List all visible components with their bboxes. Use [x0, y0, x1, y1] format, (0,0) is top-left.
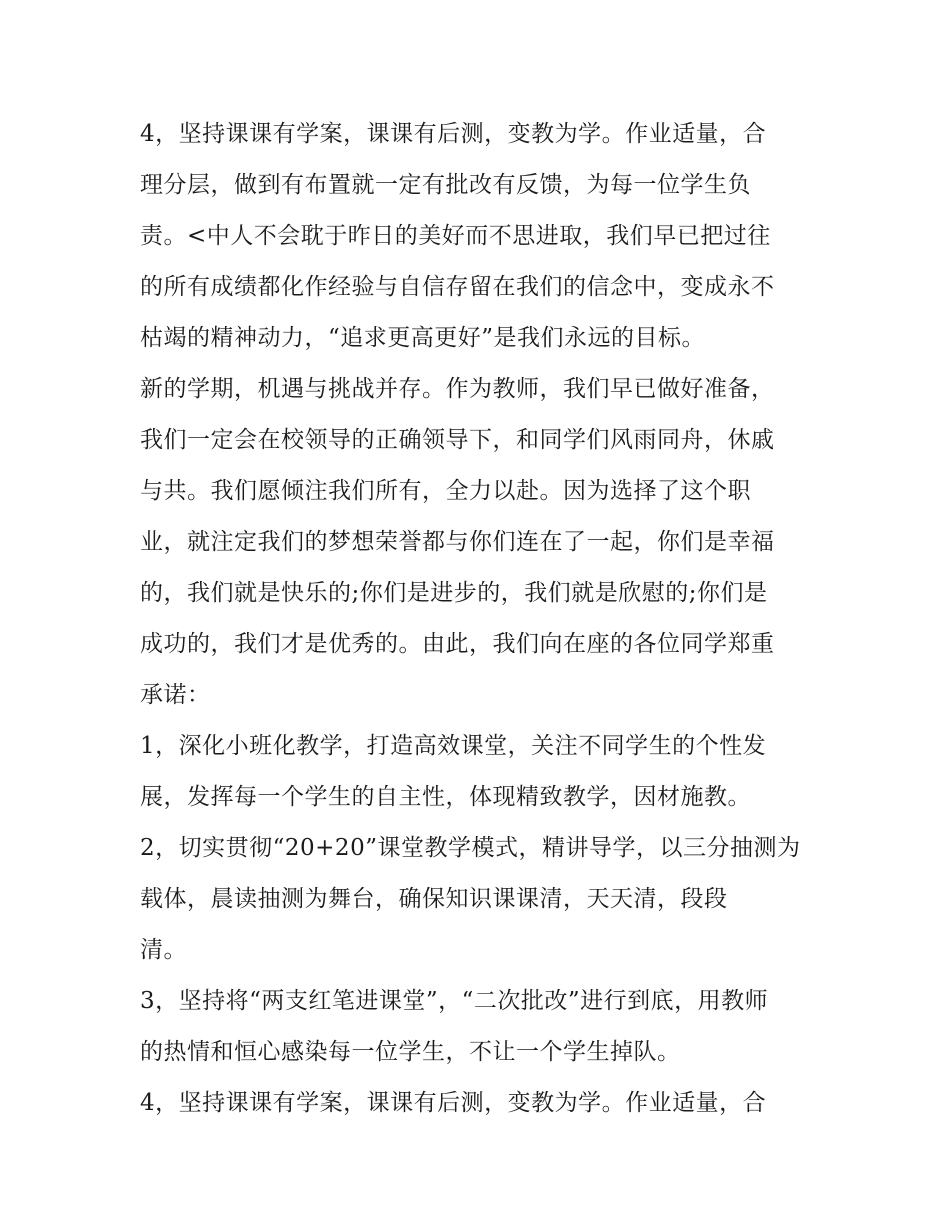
text-line: 2，切实贯彻“20+20”课堂教学模式，精讲导学，以三分抽测为	[140, 835, 801, 861]
text-line: 的所有成绩都化作经验与自信存留在我们的信念中，变成永不	[140, 274, 775, 300]
text-line: 我们一定会在校领导的正确领导下，和同学们风雨同舟，休戚	[140, 427, 775, 453]
text-line: 承诺：	[140, 682, 211, 708]
text-line: 的热情和恒心感染每一位学生，不让一个学生掉队。	[140, 1039, 681, 1065]
text-line: 1，深化小班化教学，打造高效课堂，关注不同学生的个性发	[140, 733, 767, 759]
text-line: 成功的，我们才是优秀的。由此，我们向在座的各位同学郑重	[140, 631, 775, 657]
text-line: 4，坚持课课有学案，课课有后测，变教为学。作业适量，合	[140, 1090, 767, 1116]
text-line: 载体，晨读抽测为舞台，确保知识课课清，天天清，段段	[140, 886, 728, 912]
text-line: 责。<中人不会耽于昨日的美好而不思进取，我们早已把过往	[140, 223, 771, 249]
text-line: 业，就注定我们的梦想荣誉都与你们连在了一起，你们是幸福	[140, 529, 775, 555]
text-line: 枯竭的精神动力，“追求更高更好”是我们永远的目标。	[140, 325, 706, 351]
document-body	[140, 109, 820, 1129]
text-line: 清。	[140, 937, 187, 963]
text-line: 4，坚持课课有学案，课课有后测，变教为学。作业适量，合	[140, 121, 767, 147]
text-line: 理分层，做到有布置就一定有批改有反馈，为每一位学生负	[140, 172, 751, 198]
text-line: 的，我们就是快乐的;你们是进步的，我们就是欣慰的;你们是	[140, 580, 768, 606]
text-line: 与共。我们愿倾注我们所有，全力以赴。因为选择了这个职	[140, 478, 751, 504]
text-line: 新的学期，机遇与挑战并存。作为教师，我们早已做好准备，	[140, 376, 775, 402]
text-line: 展，发挥每一个学生的自主性，体现精致教学，因材施教。	[140, 784, 751, 810]
text-line: 3，坚持将“两支红笔进课堂”，“二次批改”进行到底，用教师	[140, 988, 769, 1014]
